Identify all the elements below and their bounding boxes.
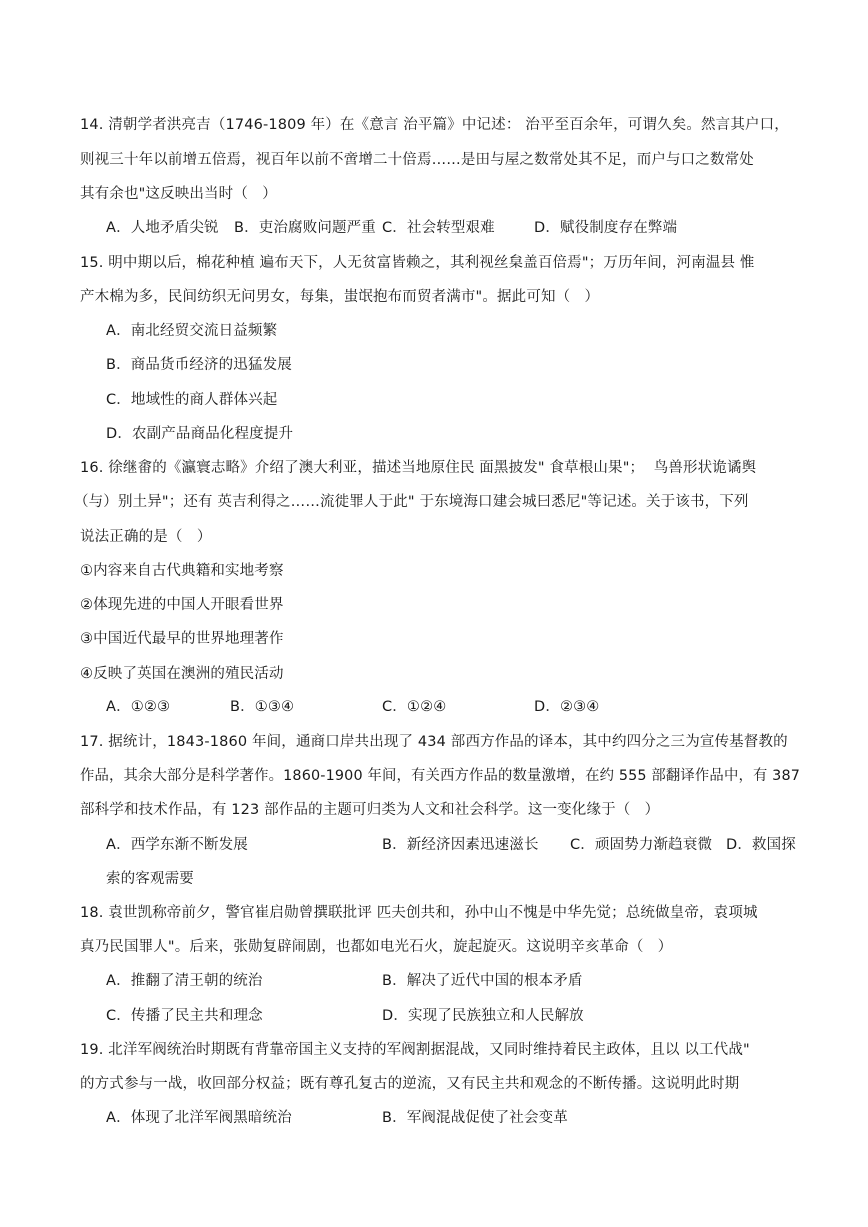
option-16-a: A．①②③ <box>106 699 171 715</box>
option-15-c: C．地域性的商人群体兴起 <box>106 392 278 408</box>
question-18-line-1: 18. 袁世凯称帝前夕，警官崔启勋曾撰联批评 匹夫创共和，孙中山不愧是中华先觉；总统做皇帝，袁项城 <box>80 905 758 921</box>
statement-16-4: ④反映了英国在澳洲的殖民活动 <box>80 666 284 682</box>
question-17-line-1: 17. 据统计，1843-1860 年间，通商口岸共出现了 434 部西方作品的译本，其中约四分之三为宣传基督教的 <box>80 734 788 750</box>
option-16-d: D．②③④ <box>534 699 600 715</box>
statement-16-3: ③中国近代最早的世界地理著作 <box>80 631 284 647</box>
option-18-d: D．实现了民族独立和人民解放 <box>382 1008 584 1024</box>
question-15-line-2: 产木棉为多，民间纺织无问男女，每集，蚩氓抱布而贸者满市"。据此可知（ ） <box>80 289 600 305</box>
question-14-line-3: 其有余也"这反映出当时（ ） <box>80 186 277 202</box>
option-15-b: B．商品货币经济的迅猛发展 <box>106 357 292 373</box>
question-16-line-3: 说法正确的是（ ） <box>80 529 212 545</box>
option-18-a: A．推翻了清王朝的统治 <box>106 973 263 989</box>
option-18-c: C．传播了民主共和理念 <box>106 1008 263 1024</box>
question-18-line-2: 真乃民国罪人"。后来，张勋复辟闹剧，也都如电光石火，旋起旋灭。这说明辛亥革命（ ） <box>80 939 673 955</box>
question-14-line-2: 则视三十年以前增五倍焉，视百年以前不啻增二十倍焉……是田与屋之数常处其不足，而户与口之数常处 <box>80 152 754 168</box>
option-17-a: A．西学东渐不断发展 <box>106 837 248 853</box>
option-16-c: C．①②④ <box>382 699 447 715</box>
option-15-d: D．农副产品商品化程度提升 <box>106 426 294 442</box>
question-17-line-2: 作品，其余大部分是科学著作。1860-1900 年间，有关西方作品的数量激增，在约 555 部翻译作品中，有 387 <box>80 768 801 784</box>
question-14-line-1: 14. 清朝学者洪亮吉（1746-1809 年）在《意言 治平篇》中记述： 治平至百余年，可谓久矣。然言其户口， <box>80 117 789 133</box>
question-19-line-1: 19. 北洋军阀统治时期既有背靠帝国主义支持的军阀割据混战，又同时维持着民主政体，且以 以工代战" <box>80 1042 750 1058</box>
statement-16-1: ①内容来自古代典籍和实地考察 <box>80 563 284 579</box>
option-19-b: B．军阀混战促使了社会变革 <box>382 1110 568 1126</box>
question-15-line-1: 15. 明中期以后，棉花种植 遍布天下，人无贫富皆赖之，其利视丝枲盖百倍焉"；万历年间，河南温县 惟 <box>80 255 755 271</box>
option-15-a: A．南北经贸交流日益频繁 <box>106 323 278 339</box>
question-19-line-2: 的方式参与一战，收回部分权益；既有尊孔复古的逆流，又有民主共和观念的不断传播。这说明此时期 <box>80 1076 740 1092</box>
statement-16-2: ②体现先进的中国人开眼看世界 <box>80 597 284 613</box>
option-17-b: B．新经济因素迅速滋长 <box>382 837 539 853</box>
option-14-d: D．赋役制度存在弊端 <box>534 220 678 236</box>
question-16-line-1: 16. 徐继畬的《瀛寰志略》介绍了澳大利亚，描述当地原住民 面黑披发" 食草根山果"； 鸟兽形状诡谲舆 <box>80 460 757 476</box>
option-14-c: C．社会转型艰难 <box>382 220 495 236</box>
option-18-b: B．解决了近代中国的根本矛盾 <box>382 973 583 989</box>
question-16-line-2: （与）别土异"；还有 英吉利得之……流徙罪人于此" 于东境海口建会城曰悉尼"等记述。关于该书，下列 <box>74 494 749 510</box>
option-17-d: D．救国探 <box>726 837 796 853</box>
option-14-a: A．人地矛盾尖锐 <box>106 220 219 236</box>
option-16-b: B．①③④ <box>230 699 295 715</box>
option-19-a: A．体现了北洋军阀黑暗统治 <box>106 1110 292 1126</box>
option-14-b: B．吏治腐败问题严重 <box>234 220 376 236</box>
option-17-c: C．顽固势力渐趋衰微 <box>570 837 713 853</box>
option-17-d-continued: 索的客观需要 <box>106 871 194 887</box>
question-17-line-3: 部科学和技术作品，有 123 部作品的主题可归类为人文和社会科学。这一变化缘于（ ） <box>80 802 660 818</box>
